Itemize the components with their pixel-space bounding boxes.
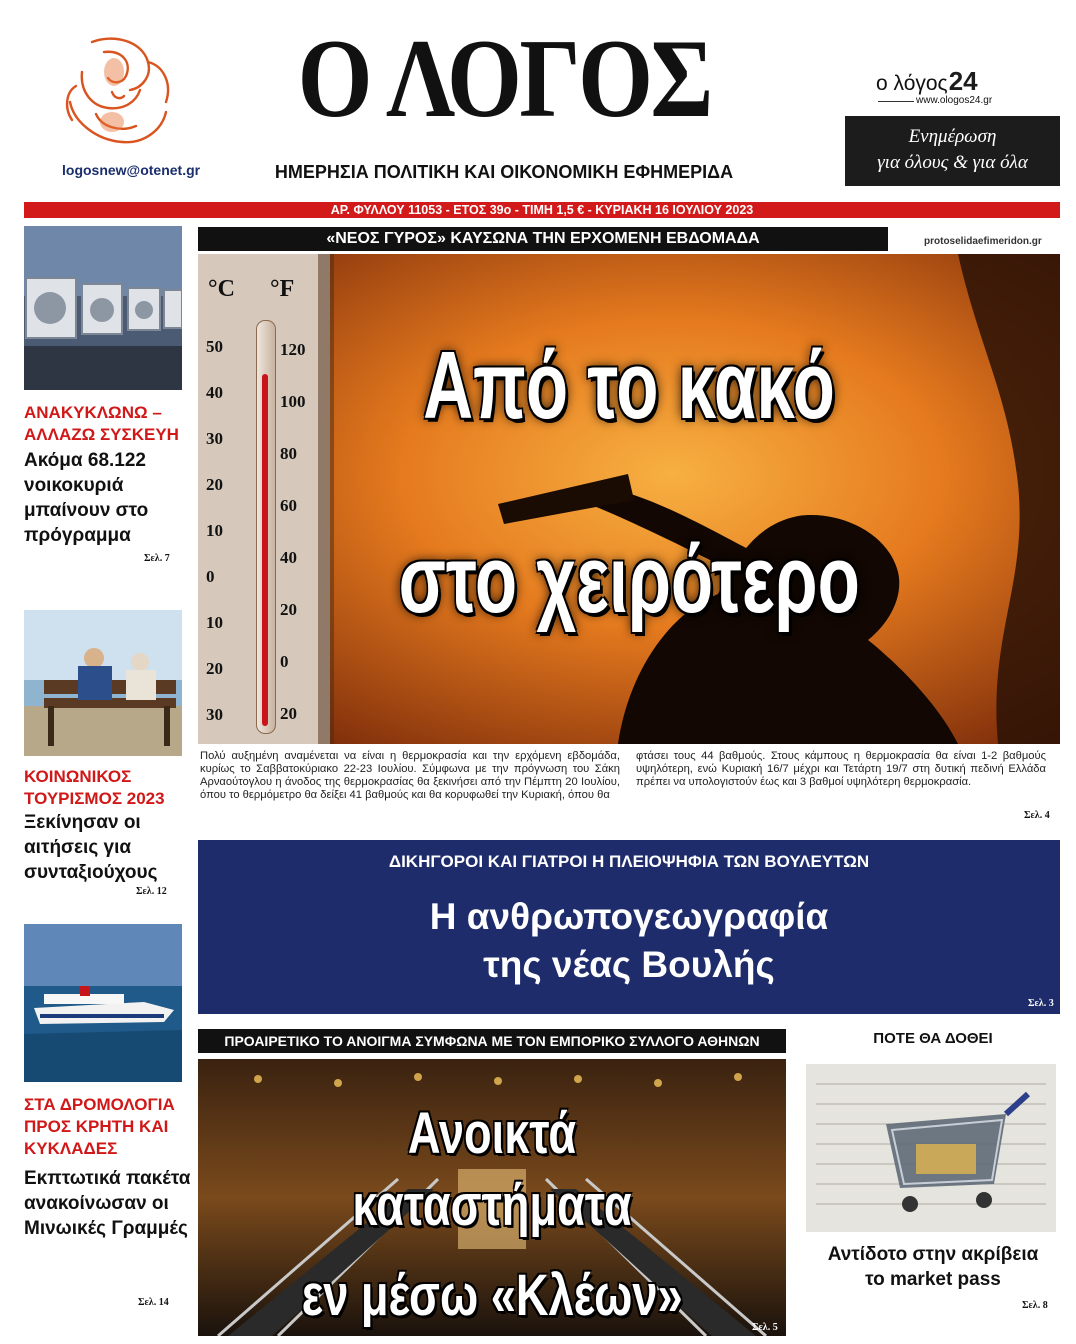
f-tick: 120 — [280, 340, 306, 359]
slogan-box — [845, 116, 1060, 186]
thermometer-celsius-label: °C — [208, 276, 235, 302]
main-headline[interactable] — [198, 330, 1060, 636]
online-logo-text: ο λόγος — [876, 72, 948, 95]
online-logo-digits: 24 — [948, 66, 978, 96]
shopping-cart-photo — [806, 1064, 1056, 1232]
market-pass-headline[interactable] — [806, 1242, 1060, 1292]
c-tick: 40 — [206, 383, 223, 402]
sidebar-kicker: ΣΤΑ ΔΡΟΜΟΛΟΓΙΑ ΠΡΟΣ ΚΡΗΤΗ ΚΑΙ ΚΥΚΛΑΔΕΣ — [24, 1095, 175, 1158]
sidebar-page-ref[interactable]: Σελ. 14 — [138, 1297, 169, 1308]
parliament-page-ref[interactable]: Σελ. 3 — [1028, 998, 1054, 1009]
ferry-photo — [24, 924, 182, 1082]
parliament-headline-line-2: της νέας Βουλής — [483, 944, 775, 985]
newspaper-emblem — [52, 32, 184, 154]
c-tick: 30 — [206, 429, 223, 448]
online-url[interactable]: www.ologos24.gr — [916, 95, 993, 106]
parliament-kicker: ΔΙΚΗΓΟΡΟΙ ΚΑΙ ΓΙΑΤΡΟΙ Η ΠΛΕΙΟΨΗΦΙΑ ΤΩΝ ΒΟΥΛΕΥΤΩΝ — [388, 852, 870, 871]
shops-page-ref[interactable]: Σελ. 5 — [752, 1322, 778, 1333]
sidebar-page-ref[interactable]: Σελ. 7 — [144, 553, 170, 564]
shops-kicker: ΠΡΟΑΙΡΕΤΙΚΟ ΤΟ ΑΝΟΙΓΜΑ ΣΥΜΦΩΝΑ ΜΕ ΤΟΝ ΕΜΠΟΡΙΚΟ ΣΥΛΛΟΓΟ ΑΘΗΝΩΝ — [198, 1029, 786, 1053]
newspaper-title: Ο ΛΟΓΟΣ — [297, 17, 711, 141]
thermometer-fahrenheit-label: °F — [270, 276, 295, 302]
f-tick: 20 — [280, 704, 297, 723]
sidebar-headline[interactable]: Ξεκίνησαν οι αιτήσεις για συνταξιούχους — [24, 812, 158, 883]
online-logo[interactable] — [876, 66, 978, 97]
c-tick: 10 — [206, 521, 223, 540]
issue-info: ΑΡ. ΦΥΛΛΟΥ 11053 - ΕΤΟΣ 39ο - ΤΙΜΗ 1,5 € - ΚΥΡΙΑΚΗ 16 ΙΟΥΛΙΟΥ 2023 — [330, 203, 754, 217]
c-tick: 0 — [206, 567, 215, 586]
sidebar-headline[interactable]: Εκπτωτικά πακέτα ανακοίνωσαν οι Μινωικές Γραμμές — [24, 1168, 191, 1239]
c-tick: 20 — [206, 659, 223, 678]
f-tick: 40 — [280, 548, 297, 567]
shops-headline[interactable] — [198, 1098, 786, 1332]
main-story-page-ref[interactable]: Σελ. 4 — [1024, 810, 1050, 821]
shops-headline-line-2: εν μέσω «Κλέων» — [301, 1263, 683, 1328]
market-pass-kicker: ΠΟΤΕ ΘΑ ΔΟΘΕΙ — [873, 1030, 993, 1047]
parliament-headline[interactable] — [198, 893, 1060, 989]
parliament-headline-line-1: Η ανθρωπογεωγραφία — [429, 896, 829, 937]
f-tick: 100 — [280, 392, 306, 411]
sidebar-headline[interactable]: Ακόμα 68.122 νοικοκυριά μπαίνουν στο πρόγραμμα — [24, 450, 149, 546]
pensioners-bench-photo — [24, 610, 182, 756]
main-headline-line-2: στο χειρότερο — [398, 526, 860, 633]
main-story-kicker: «ΝΕΟΣ ΓΥΡΟΣ» ΚΑΥΣΩΝΑ ΤΗΝ ΕΡΧΟΜΕΝΗ ΕΒΔΟΜΑΔΑ — [198, 227, 888, 251]
f-tick: 80 — [280, 444, 297, 463]
f-tick: 60 — [280, 496, 297, 515]
main-story-body-col-2: φτάσει τους 44 βαθμούς. Στους κάμπους η θερμοκρασία θα είναι 1-2 βαθμούς υψηλότερη, ενώ Κυριακή 16/7 μέχρι και Τετάρτη 19/7 στη δυτική πεδινή Ελλάδα πρέπει να υπολογιστούν έως και 3 βαθμοί υψηλότερη θερμοκρασία. — [636, 750, 1046, 788]
shops-headline-line-1: Ανοικτά καταστήματα — [352, 1101, 632, 1238]
slogan-line-2: για όλους & για όλα — [877, 152, 1028, 173]
c-tick: 20 — [206, 475, 223, 494]
contact-email[interactable]: logosnew@otenet.gr — [62, 162, 201, 178]
c-tick: 30 — [206, 705, 223, 724]
sidebar-kicker: ΚΟΙΝΩΝΙΚΟΣ ΤΟΥΡΙΣΜΟΣ 2023 — [24, 767, 165, 808]
c-tick: 10 — [206, 613, 223, 632]
sidebar-kicker: ΑΝΑΚΥΚΛΩΝΩ – ΑΛΛΑΖΩ ΣΥΣΚΕΥΗ — [24, 403, 179, 444]
watermark: protoselidaefimeridon.gr — [924, 236, 1042, 247]
main-story-body-col-1: Πολύ αυξημένη αναμένεται να είναι η θερμοκρασία και την ερχόμενη εβδομάδα, κυρίως το Σαββατοκύριακο 22-23 Ιουλίου. Σύμφωνα με την πρόγνωση του Σάκη Αρναούτογλου η άνοδος της θερμοκρασίας θα ξεκινήσει από την Πέμπτη 20 Ιουλίου, όπου το θερμόμετρο θα δείξει 41 βαθμούς και θα κορυφωθεί την Κυριακή, όπου θα — [200, 750, 620, 801]
market-pass-page-ref[interactable]: Σελ. 8 — [1022, 1300, 1048, 1311]
newspaper-subtitle: ΗΜΕΡΗΣΙΑ ΠΟΛΙΤΙΚΗ ΚΑΙ ΟΙΚΟΝΟΜΙΚΗ ΕΦΗΜΕΡΙΔΑ — [274, 162, 734, 182]
air-conditioner-photo — [24, 226, 182, 390]
market-pass-headline-line-2: το market pass — [865, 1269, 1001, 1290]
sidebar-page-ref[interactable]: Σελ. 12 — [136, 886, 167, 897]
main-headline-line-1: Από το κακό — [423, 332, 835, 439]
f-tick: 20 — [280, 600, 297, 619]
slogan-line-1: Ενημέρωση — [908, 126, 997, 147]
c-tick: 50 — [206, 337, 223, 356]
f-tick: 0 — [280, 652, 289, 671]
market-pass-headline-line-1: Αντίδοτο στην ακρίβεια — [827, 1244, 1039, 1265]
online-logo-rule — [878, 101, 914, 102]
